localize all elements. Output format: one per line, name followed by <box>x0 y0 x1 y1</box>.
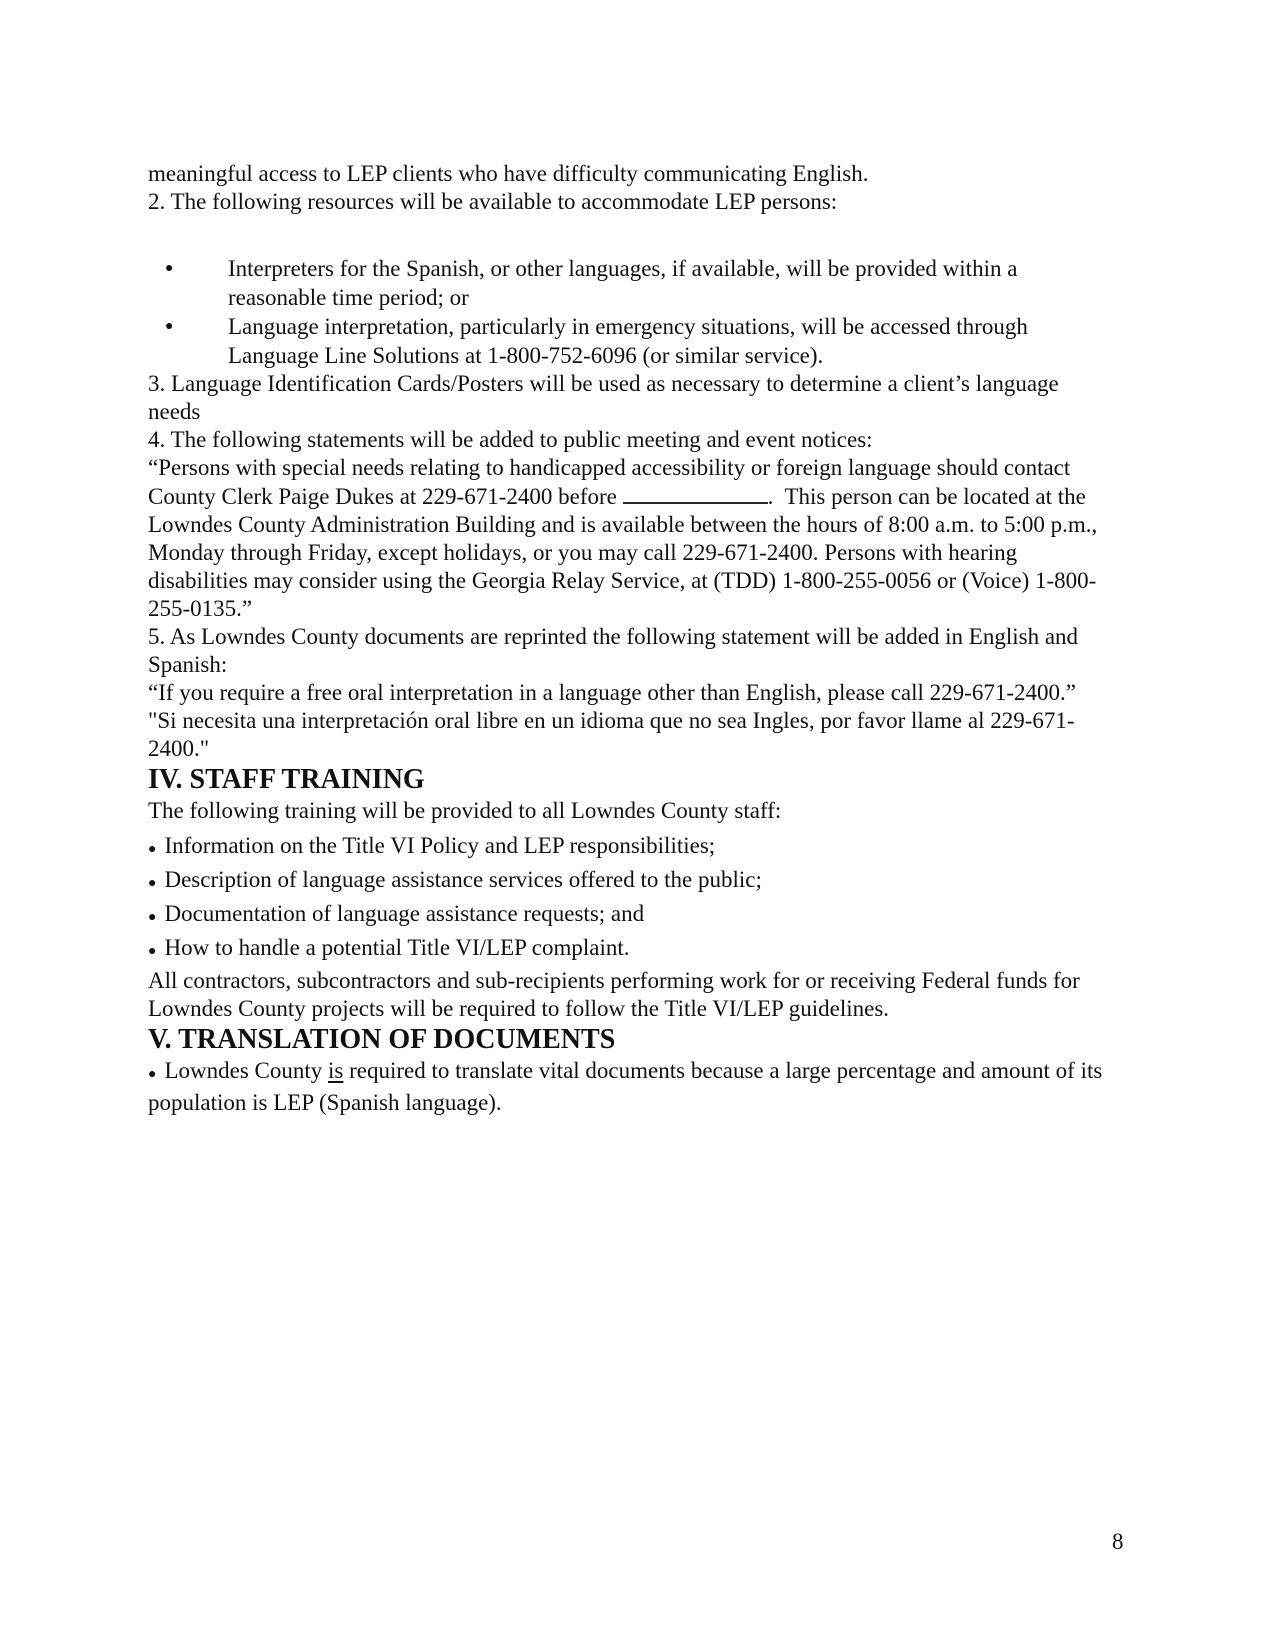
list-item <box>148 254 1114 312</box>
section-iv-heading: IV. STAFF TRAINING <box>148 764 425 795</box>
paragraph-translation-bullet <box>148 1057 1114 1117</box>
bullet-icon: ● <box>148 842 157 857</box>
bullet-icon: ● <box>148 1067 157 1082</box>
bullet-icon: ● <box>148 944 157 959</box>
list-item-text: Documentation of language assistance requests; and <box>164 901 645 926</box>
notice-quote-text-continued: . This person can be located at the Lowndes County Administration Building and is available between the hours of 8:00 a.m. to 5:00 p.m., Monday through Friday, except holidays, or you may call 229-671-2400. Persons with hearing disabilities may consider using the Georgia Relay Service, at (TDD) 1-800-255-0056 or (Voice) 1-800-255-0135.” <box>148 484 1104 621</box>
bullet-icon: ● <box>165 261 174 276</box>
page-content <box>148 160 1114 1117</box>
paragraph-spanish-statement: "Si necesita una interpretación oral libre en un idioma que no sea Ingles, por favor llame al 229-671-2400." <box>148 708 1075 761</box>
underlined-word: is <box>328 1058 344 1083</box>
translation-text: Lowndes County <box>164 1058 329 1083</box>
fill-in-blank-line <box>623 482 768 504</box>
paragraph-item-4: 4. The following statements will be added to public meeting and event notices: <box>148 427 873 452</box>
paragraph-meeting-notice-quote <box>148 454 1114 623</box>
list-item <box>148 899 1114 933</box>
list-item <box>148 933 1114 967</box>
bullet-icon: ● <box>148 876 157 891</box>
translation-text-continued: required to translate vital documents because a large percentage and amount of its population is LEP (Spanish language). <box>148 1058 1109 1115</box>
list-item <box>148 865 1114 899</box>
list-item-text: How to handle a potential Title VI/LEP complaint. <box>164 935 630 960</box>
paragraph-item-2: 2. The following resources will be available to accommodate LEP persons: <box>148 189 838 214</box>
list-item-text: Information on the Title VI Policy and LEP responsibilities; <box>164 833 716 858</box>
staff-training-list <box>148 831 1114 967</box>
paragraph-item-5: 5. As Lowndes County documents are reprinted the following statement will be added in English and Spanish: <box>148 624 1084 677</box>
list-item-text: Language interpretation, particularly in emergency situations, will be accessed through Language Line Solutions at 1-800-752-6096 (or similar service). <box>228 314 1034 368</box>
notice-quote-text: “Persons with special needs relating to handicapped accessibility or foreign language should contact County Clerk Paige Dukes at 229-671-2400 before <box>148 455 1077 509</box>
paragraph-english-statement: “If you require a free oral interpretation in a language other than English, please call 229-671-2400.” <box>148 680 1076 705</box>
paragraph-item-3: 3. Language Identification Cards/Posters will be used as necessary to determine a client’s language needs <box>148 371 1065 424</box>
bullet-icon: ● <box>165 319 174 334</box>
page-number: 8 <box>1112 1529 1124 1554</box>
bullet-icon: ● <box>148 910 157 925</box>
paragraph-continuation: meaningful access to LEP clients who have difficulty communicating English. <box>148 161 869 186</box>
list-item-text: Interpreters for the Spanish, or other languages, if available, will be provided within a reasonable time period; or <box>228 256 1024 310</box>
list-item <box>148 312 1114 370</box>
list-item-text: Description of language assistance services offered to the public; <box>164 867 762 892</box>
resources-list <box>148 254 1114 370</box>
section-iv-intro: The following training will be provided to all Lowndes County staff: <box>148 798 782 823</box>
list-item <box>148 831 1114 865</box>
section-v-heading: V. TRANSLATION OF DOCUMENTS <box>148 1024 616 1055</box>
paragraph-contractors: All contractors, subcontractors and sub-recipients performing work for or receiving Federal funds for Lowndes County projects will be required to follow the Title VI/LEP guidelines. <box>148 968 1086 1021</box>
